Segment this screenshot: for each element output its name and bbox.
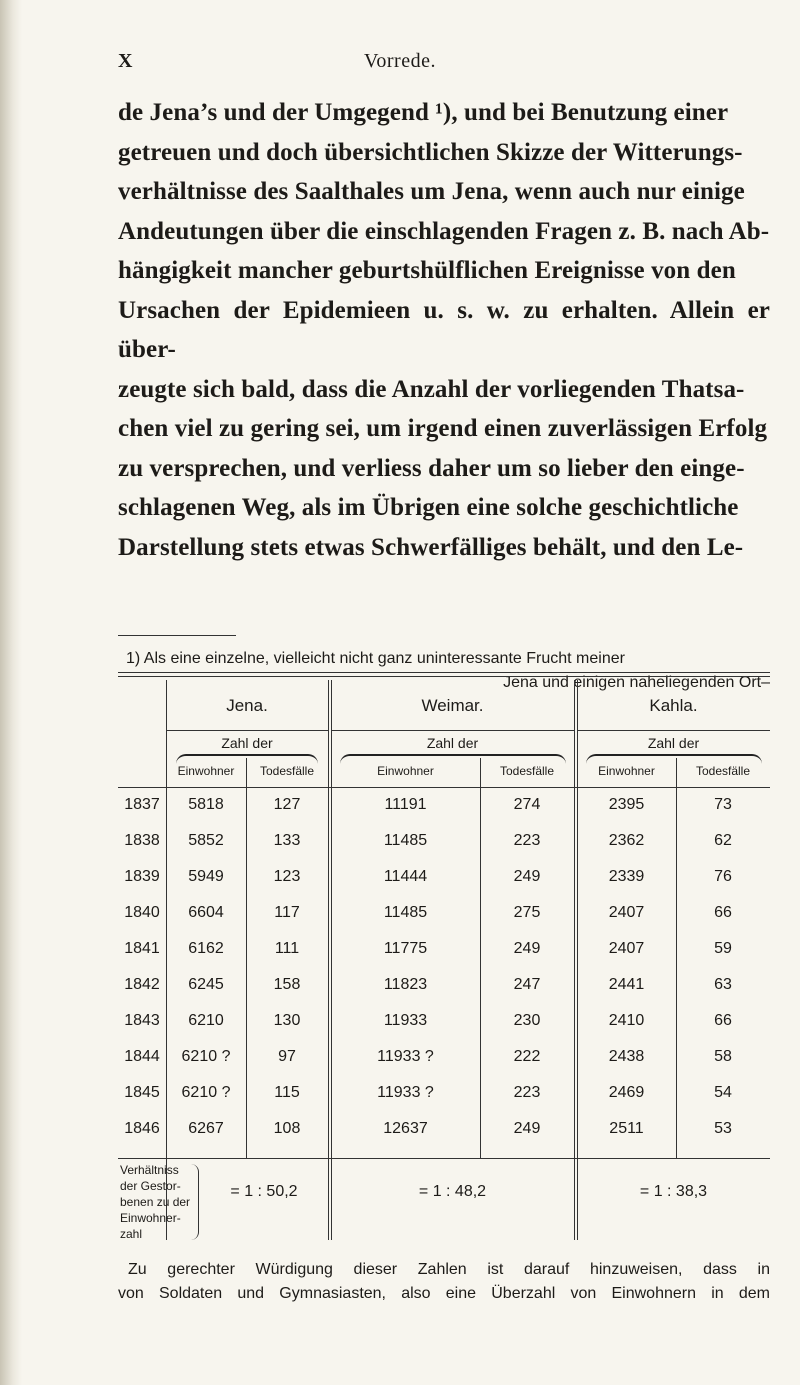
jena-todesfaelle-cell: 117 (274, 904, 300, 921)
year-cell: 1844 (124, 1048, 160, 1065)
weimar-einwohner-cell: 11191 (384, 796, 427, 813)
header-bottom-rule (118, 787, 770, 788)
table-row (118, 868, 770, 898)
table-row (118, 1084, 770, 1114)
weimar-einwohner-cell: 12637 (383, 1120, 428, 1137)
zahl-der-label: Zahl der (426, 735, 479, 751)
jena-einwohner-cell: 5852 (188, 832, 224, 849)
ratio-label (120, 1162, 190, 1242)
col-header-einwohner: Einwohner (177, 764, 235, 778)
ratio-label-line: zahl (120, 1227, 143, 1241)
weimar-todesfaelle-cell: 274 (513, 796, 541, 813)
weimar-einwohner-cell: 11823 (383, 976, 428, 993)
jena-todesfaelle-cell: 111 (274, 940, 300, 957)
kahla-einwohner-cell: 2438 (608, 1048, 645, 1065)
jena-einwohner-cell: 5818 (188, 796, 224, 813)
weimar-einwohner-cell: 11485 (383, 904, 428, 921)
closing-line: Zu gerechter Würdigung dieser Zahlen ist darauf hinzuweisen, dass in (128, 1261, 770, 1278)
mortality-table (118, 680, 770, 1250)
body-line: hängigkeit mancher geburtshülflichen Ereignisse von den (118, 257, 736, 284)
jena-todesfaelle-cell: 115 (274, 1084, 300, 1101)
body-paragraph (118, 93, 770, 567)
closing-paragraph (118, 1258, 770, 1306)
table-row (118, 904, 770, 934)
jena-einwohner-cell: 6210 (188, 1012, 224, 1029)
jena-einwohner-cell: 6267 (188, 1120, 224, 1137)
body-line: verhältnisse des Saalthales um Jena, wenn auch nur einige (118, 178, 745, 205)
ratio-weimar: = 1 : 48,2 (418, 1183, 487, 1200)
jena-todesfaelle-cell: 97 (278, 1048, 296, 1065)
table-top-rule (118, 672, 770, 673)
year-cell: 1842 (124, 976, 160, 993)
jena-einwohner-cell: 6210 ? (181, 1048, 231, 1065)
table-row (118, 976, 770, 1006)
year-cell: 1838 (124, 832, 160, 849)
body-line: Darstellung stets etwas Schwerfälliges behält, und den Le- (118, 533, 744, 561)
kahla-todesfaelle-cell: 54 (714, 1084, 732, 1101)
footnote-line: Jena und einigen naheliegenden Ort– (503, 674, 770, 691)
col-header-todesfaelle: Todesfälle (499, 764, 555, 778)
kahla-einwohner-cell: 2362 (608, 832, 645, 849)
kahla-einwohner-cell: 2407 (608, 904, 645, 921)
kahla-todesfaelle-cell: 53 (714, 1120, 732, 1137)
page-number: X (118, 50, 133, 72)
weimar-todesfaelle-cell: 222 (513, 1048, 541, 1065)
jena-todesfaelle-cell: 133 (273, 832, 301, 849)
weimar-einwohner-cell: 11444 (383, 868, 428, 885)
jena-einwohner-cell: 5949 (188, 868, 224, 885)
table-row (118, 1012, 770, 1042)
jena-einwohner-cell: 6604 (188, 904, 224, 921)
body-line: schlagenen Weg, als im Übrigen eine solche geschichtliche (118, 494, 739, 521)
ratio-brace (190, 1164, 199, 1240)
town-header-kahla: Kahla. (649, 696, 698, 715)
town-header-weimar: Weimar. (421, 696, 484, 715)
weimar-todesfaelle-cell: 247 (513, 976, 541, 993)
weimar-todesfaelle-cell: 223 (513, 1084, 541, 1101)
kahla-todesfaelle-cell: 58 (714, 1048, 732, 1065)
year-cell: 1846 (124, 1120, 160, 1137)
col-header-todesfaelle: Todesfälle (259, 764, 315, 778)
body-line: zu versprechen, und verliess daher um so lieber den einge- (118, 454, 745, 482)
ratio-kahla: = 1 : 38,3 (639, 1183, 708, 1200)
table-row (118, 832, 770, 862)
kahla-todesfaelle-cell: 66 (714, 1012, 732, 1029)
jena-todesfaelle-cell: 127 (273, 796, 301, 813)
ratio-label-line: Verhältniss (120, 1163, 179, 1177)
kahla-todesfaelle-cell: 62 (714, 832, 732, 849)
weimar-todesfaelle-cell: 249 (513, 1120, 541, 1137)
page-header (0, 50, 800, 80)
body-line: getreuen und doch übersichtlichen Skizze der Witterungs- (118, 138, 743, 166)
table-row (118, 1120, 770, 1150)
body-line: zeugte sich bald, dass die Anzahl der vorliegenden Thatsa- (118, 375, 745, 403)
table-row (118, 796, 770, 826)
weimar-todesfaelle-cell: 230 (513, 1012, 541, 1029)
weimar-todesfaelle-cell: 223 (513, 832, 541, 849)
year-cell: 1840 (124, 904, 160, 921)
year-cell: 1843 (124, 1012, 160, 1029)
kahla-einwohner-cell: 2410 (608, 1012, 645, 1029)
weimar-todesfaelle-cell: 275 (513, 904, 541, 921)
kahla-einwohner-cell: 2395 (608, 796, 645, 813)
jena-todesfaelle-cell: 108 (273, 1120, 301, 1137)
kahla-todesfaelle-cell: 63 (714, 976, 732, 993)
weimar-todesfaelle-cell: 249 (513, 868, 541, 885)
ratio-label-line: der Gestor- (120, 1179, 181, 1193)
kahla-einwohner-cell: 2469 (608, 1084, 645, 1101)
kahla-einwohner-cell: 2441 (608, 976, 645, 993)
footnote-line: 1) Als eine einzelne, vielleicht nicht ganz uninteressante Frucht meiner (126, 650, 625, 667)
town-header-jena: Jena. (226, 696, 268, 715)
rows-bottom-rule (118, 1158, 770, 1159)
weimar-einwohner-cell: 11933 (383, 1012, 428, 1029)
weimar-einwohner-cell: 11933 ? (377, 1048, 434, 1065)
jena-einwohner-cell: 6162 (188, 940, 224, 957)
table-row (118, 1048, 770, 1078)
table-top-rule (118, 676, 770, 677)
page-binding-shadow (0, 0, 22, 1385)
kahla-einwohner-cell: 2511 (609, 1120, 644, 1137)
header-rule (331, 730, 574, 731)
jena-todesfaelle-cell: 123 (273, 868, 301, 885)
body-line: de Jena’s und der Umgegend ¹), und bei Benutzung einer (118, 99, 729, 126)
year-cell: 1845 (124, 1084, 160, 1101)
zahl-der-label: Zahl der (647, 735, 700, 751)
ratio-jena: = 1 : 50,2 (230, 1183, 298, 1200)
body-line: chen viel zu gering sei, um irgend einen zuverlässigen Erfolg (118, 415, 768, 442)
weimar-einwohner-cell: 11775 (383, 940, 428, 957)
ratio-label-line: benen zu der (120, 1195, 191, 1209)
jena-einwohner-cell: 6245 (188, 976, 224, 993)
col-header-einwohner: Einwohner (377, 764, 434, 778)
col-header-todesfaelle: Todesfälle (695, 764, 751, 778)
closing-line: von Soldaten und Gymnasiasten, also eine Überzahl von Einwohnern in dem (118, 1285, 770, 1302)
body-line: Andeutungen über die einschlagenden Fragen z. B. nach Ab- (118, 217, 770, 245)
weimar-einwohner-cell: 11485 (383, 832, 428, 849)
body-line: Ursachen der Epidemieen u. s. w. zu erhalten. Allein er über- (118, 296, 770, 363)
header-rule (166, 730, 328, 731)
kahla-todesfaelle-cell: 66 (714, 904, 732, 921)
year-cell: 1841 (124, 940, 160, 957)
jena-todesfaelle-cell: 158 (273, 976, 301, 993)
weimar-todesfaelle-cell: 249 (513, 940, 541, 957)
year-cell: 1839 (124, 868, 160, 885)
footnote-rule (118, 635, 236, 636)
kahla-todesfaelle-cell: 73 (714, 796, 732, 813)
col-header-einwohner: Einwohner (598, 764, 655, 778)
jena-todesfaelle-cell: 130 (273, 1012, 301, 1029)
jena-einwohner-cell: 6210 ? (181, 1084, 231, 1101)
year-cell: 1837 (124, 796, 160, 813)
zahl-der-label: Zahl der (221, 735, 273, 751)
running-title: Vorrede. (364, 50, 436, 72)
header-rule (577, 730, 770, 731)
kahla-todesfaelle-cell: 59 (714, 940, 732, 957)
kahla-einwohner-cell: 2407 (608, 940, 645, 957)
table-row (118, 940, 770, 970)
weimar-einwohner-cell: 11933 ? (377, 1084, 434, 1101)
ratio-label-line: Einwohner- (120, 1211, 181, 1225)
kahla-einwohner-cell: 2339 (608, 868, 645, 885)
kahla-todesfaelle-cell: 76 (714, 868, 732, 885)
